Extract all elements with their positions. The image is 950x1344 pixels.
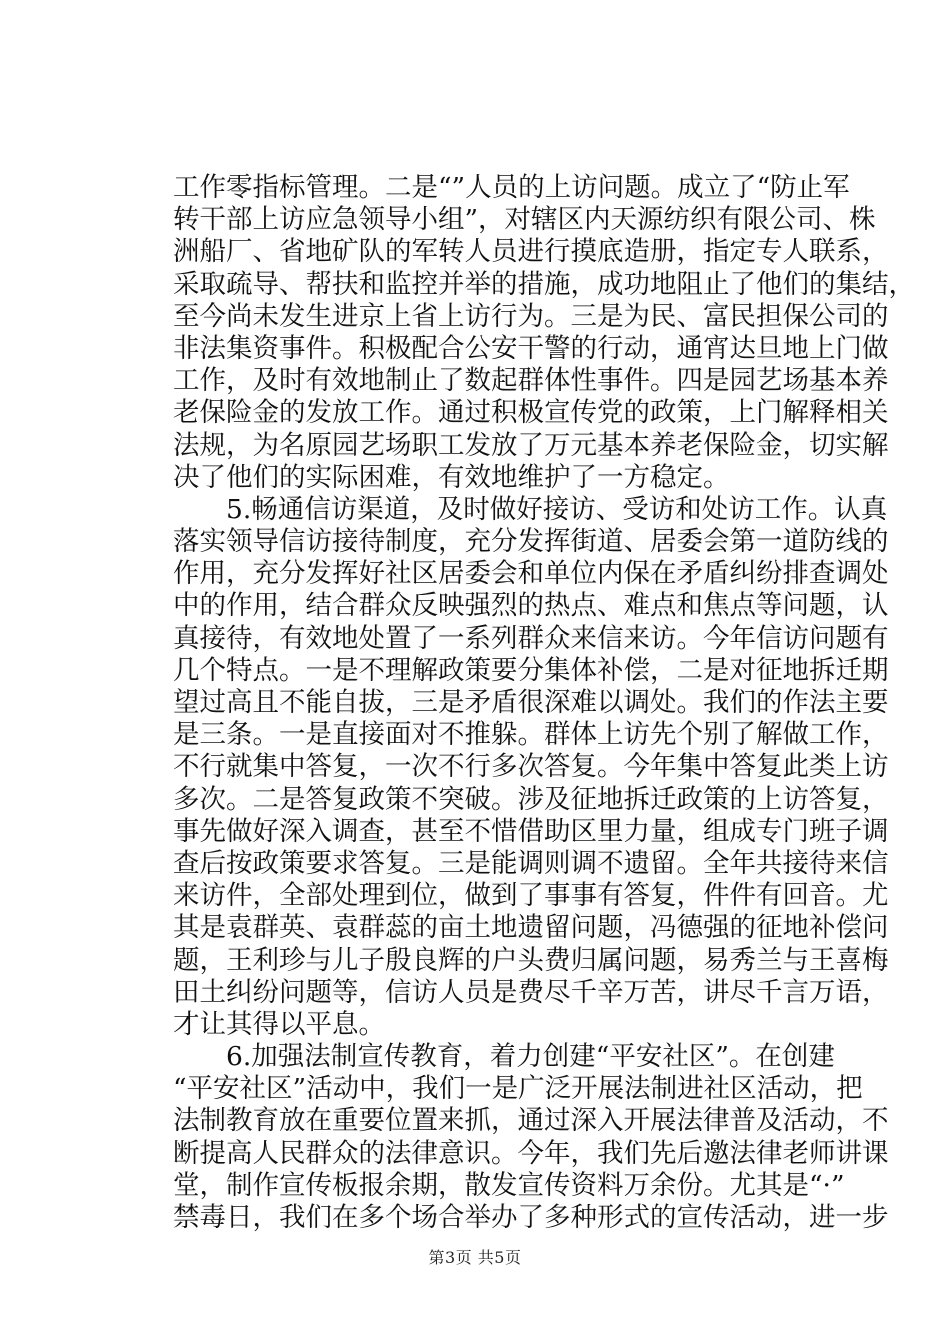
text-line: 法制教育放在重要位置来抓，通过深入开展法律普及活动，不 [173, 1105, 889, 1137]
text-line: 断提高人民群众的法律意识。今年，我们先后邀法律老师讲课 [173, 1137, 889, 1169]
text-line: 工作零指标管理。二是“”人员的上访问题。成立了“防止军 [173, 172, 850, 203]
text-line: 工作，及时有效地制止了数起群体性事件。四是园艺场基本养 [173, 365, 889, 397]
text-line: 中的作用，结合群众反映强烈的热点、难点和焦点等问题，认 [173, 590, 889, 622]
text-line: 不行就集中答复，一次不行多次答复。今年集中答复此类上访 [173, 751, 889, 783]
text-line: 查后按政策要求答复。三是能调则调不遗留。全年共接待来信 [173, 847, 889, 879]
text-line: 题，王利珍与儿子殷良辉的户头费归属问题，易秀兰与王喜梅 [173, 944, 889, 976]
text-line: 6.加强法制宣传教育，着力创建“平安社区”。在创建 [173, 1041, 835, 1073]
text-line: 落实领导信访接待制度，充分发挥街道、居委会第一道防线的 [173, 526, 889, 558]
text-line: 法规，为名原园艺场职工发放了万元基本养老保险金，切实解 [173, 429, 889, 461]
text-line: 洲船厂、省地矿队的军转人员进行摸底造册，指定专人联系， [173, 236, 889, 268]
page-number-footer: 第3页 共5页 [428, 1248, 522, 1267]
document-body [173, 172, 915, 1234]
text-line: 是三条。一是直接面对不推躲。群体上访先个别了解做工作， [173, 719, 889, 751]
text-line: 非法集资事件。积极配合公安干警的行动，通宵达旦地上门做 [173, 332, 889, 364]
text-line: 其是袁群英、袁群蕊的亩土地遗留问题，冯德强的征地补偿问 [173, 912, 889, 944]
text-line: 才让其得以平息。 [173, 1008, 385, 1040]
text-line: 多次。二是答复政策不突破。涉及征地拆迁政策的上访答复， [173, 783, 889, 815]
text-line: 堂，制作宣传板报余期，散发宣传资料万余份。尤其是“·” [173, 1169, 845, 1201]
text-line: 望过高且不能自拔，三是矛盾很深难以调处。我们的作法主要 [173, 687, 889, 718]
text-line: 禁毒日，我们在多个场合举办了多种形式的宣传活动，进一步 [173, 1202, 889, 1233]
text-line: 5.畅通信访渠道，及时做好接访、受访和处访工作。认真 [173, 493, 888, 525]
text-line: 采取疏导、帮扶和监控并举的措施，成功地阻止了他们的集结， [173, 268, 915, 300]
text-line: “平安社区”活动中，我们一是广泛开展法制进社区活动，把 [173, 1073, 863, 1105]
text-line: 作用，充分发挥好社区居委会和单位内保在矛盾纠纷排查调处 [173, 558, 889, 590]
text-line: 田土纠纷问题等，信访人员是费尽千辛万苦，讲尽千言万语， [173, 976, 889, 1008]
text-line: 真接待，有效地处置了一系列群众来信来访。今年信访问题有 [173, 622, 889, 654]
text-line: 至今尚未发生进京上省上访行为。三是为民、富民担保公司的 [173, 300, 889, 332]
text-line: 几个特点。一是不理解政策要分集体补偿，二是对征地拆迁期 [173, 654, 889, 686]
text-line: 老保险金的发放工作。通过积极宣传党的政策，上门解释相关 [173, 397, 889, 429]
text-line: 事先做好深入调查，甚至不惜借助区里力量，组成专门班子调 [173, 815, 889, 847]
text-line: 转干部上访应急领导小组”，对辖区内天源纺织有限公司、株 [173, 204, 876, 236]
text-line: 决了他们的实际困难，有效地维护了一方稳定。 [173, 461, 730, 493]
text-line: 来访件，全部处理到位，做到了事事有答复，件件有回音。尤 [173, 880, 889, 912]
